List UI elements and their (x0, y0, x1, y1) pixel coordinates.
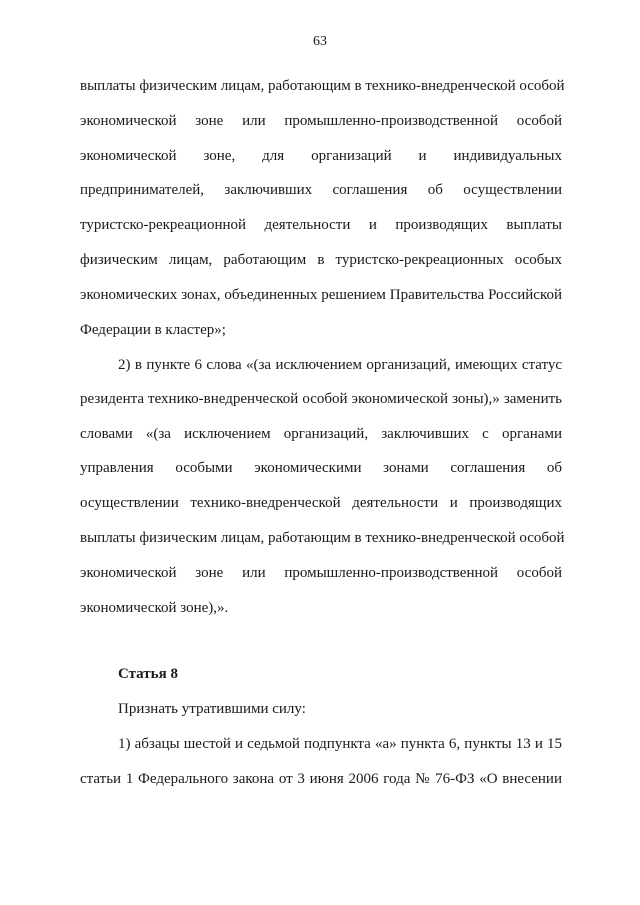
text-line: предпринимателей, заключивших соглашения об осуществлении (80, 182, 562, 198)
text-line: осуществлении технико-внедренческой деятельности и производящих (80, 495, 562, 511)
text-line: физическим лицам, работающим в туристско-рекреационных особых (80, 252, 562, 268)
text-line: 1) абзацы шестой и седьмой подпункта «а» пункта 6, пункты 13 и 15 (118, 736, 562, 752)
text-line: управления особыми экономическими зонами соглашения об (80, 460, 562, 476)
text-line: выплаты физическим лицам, работающим в технико-внедренческой особой (80, 530, 565, 546)
text-line: словами «(за исключением организаций, заключивших с органами (80, 426, 562, 442)
text-line: выплаты физическим лицам, работающим в технико-внедренческой особой (80, 78, 565, 94)
text-line: экономической зоне, для организаций и индивидуальных (80, 148, 562, 164)
text-line: экономической зоне или промышленно-производственной особой (80, 113, 562, 129)
text-line: экономических зонах, объединенных решением Правительства Российской (80, 287, 562, 303)
page-number: 63 (313, 34, 327, 49)
text-line: Федерации в кластер»; (80, 322, 226, 338)
text-line: 2) в пункте 6 слова «(за исключением организаций, имеющих статус (118, 357, 562, 373)
text-line: резидента технико-внедренческой особой экономической зоны),» заменить (80, 391, 562, 407)
text-line: статьи 1 Федерального закона от 3 июня 2006 года № 76-ФЗ «О внесении (80, 771, 562, 787)
text-line: Признать утратившими силу: (118, 701, 306, 717)
text-line: экономической зоне),». (80, 600, 229, 616)
text-line: туристско-рекреационной деятельности и производящих выплаты (80, 217, 562, 233)
article-heading: Статья 8 (118, 666, 178, 682)
text-line: экономической зоне или промышленно-производственной особой (80, 565, 562, 581)
